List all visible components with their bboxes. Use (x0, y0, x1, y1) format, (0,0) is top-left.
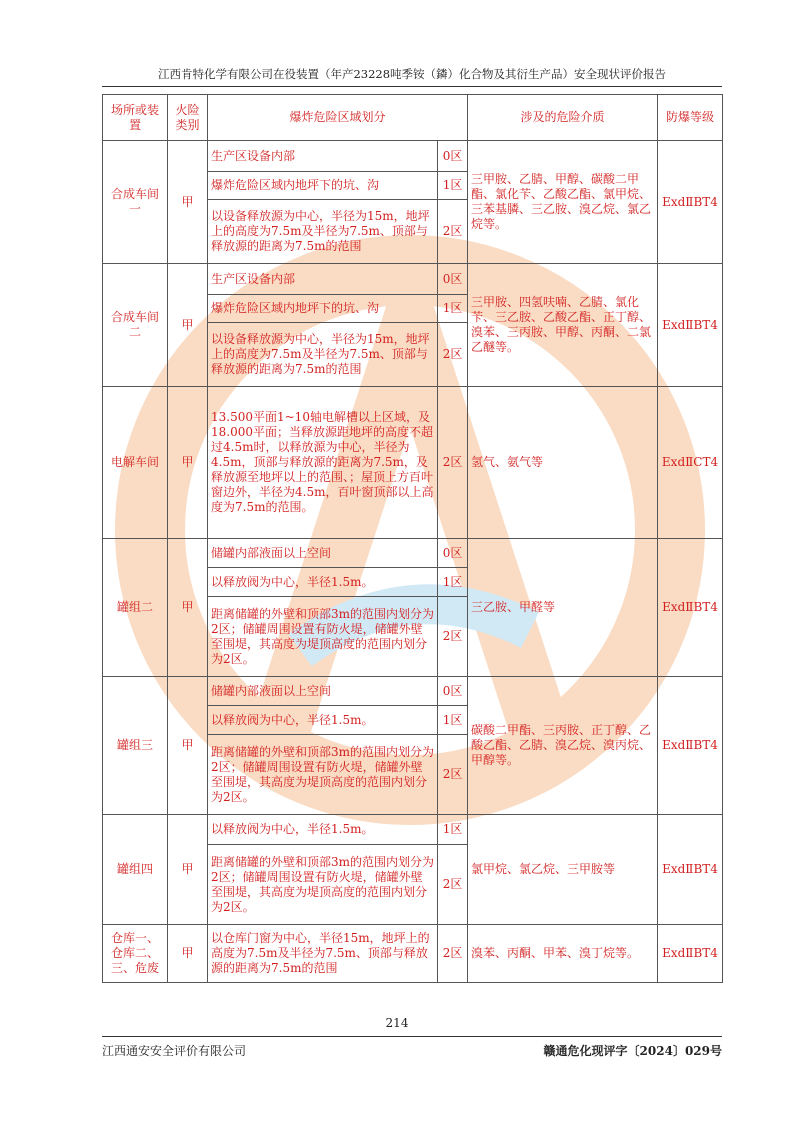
zone-description: 以设备释放源为中心，半径为15m，地坪上的高度为7.5m及半径为7.5m、顶部与释放源的距离为7.5m的范围 (208, 323, 438, 387)
zone-description: 储罐内部液面以上空间 (208, 677, 438, 706)
zone-description: 距离储罐的外壁和顶部3m的范围内划分为2区；储罐周围设置有防火堤，储罐外壁至围堤，其高度为堤顶高度的范围内划分为2区。 (208, 845, 438, 925)
zone-level: 2区 (438, 597, 468, 677)
ex-rating-cell: ExdⅡBT4 (658, 925, 723, 983)
table-row (103, 925, 723, 983)
zone-description: 生产区设备内部 (208, 141, 438, 172)
fire-class-cell: 甲 (168, 925, 208, 983)
page-number: 214 (385, 1016, 409, 1030)
location-cell: 仓库一、仓库二、三、危废 (103, 925, 168, 983)
zone-level: 0区 (438, 141, 468, 172)
zone-description: 13.500平面1~10轴电解槽以上区域，及18.000平面；当释放源距地坪的高度不超过4.5m时，以释放源为中心，半径为4.5m，顶部与释放源的距离为7.5m，及释放源至地坪以上的范围、；屋顶上方百叶窗边外，半径为4.5m，百叶窗顶部以上高度为7.5m的范围。 (208, 387, 438, 539)
col-header: 场所或装置 (103, 95, 168, 141)
zone-description: 以释放阀为中心，半径1.5m。 (208, 815, 438, 845)
zone-level: 2区 (438, 323, 468, 387)
table-row (103, 815, 723, 845)
ex-rating-cell: ExdⅡBT4 (658, 677, 723, 815)
zone-description: 以释放阀为中心，半径1.5m。 (208, 706, 438, 735)
col-header: 涉及的危险介质 (468, 95, 658, 141)
zone-description: 爆炸危险区域内地坪下的坑、沟 (208, 172, 438, 200)
fire-class-cell: 甲 (168, 141, 208, 264)
location-cell: 罐组三 (103, 677, 168, 815)
table-row (103, 677, 723, 706)
zone-description: 以释放阀为中心，半径1.5m。 (208, 568, 438, 597)
fire-class-cell: 甲 (168, 387, 208, 539)
header-rule (102, 86, 722, 87)
zone-description: 以仓库门窗为中心，半径15m，地坪上的高度为7.5m及半径为7.5m、顶部与释放源的距离为7.5m的范围 (208, 925, 438, 983)
hazard-media-cell: 三乙胺、甲醛等 (468, 539, 658, 677)
hazard-media-cell: 碳酸二甲酯、三丙胺、正丁醇、乙酸乙酯、乙腈、溴乙烷、溴丙烷、甲醇等。 (468, 677, 658, 815)
col-header: 防爆等级 (658, 95, 723, 141)
location-cell: 罐组二 (103, 539, 168, 677)
fire-class-cell: 甲 (168, 815, 208, 925)
hazard-media-cell: 氯甲烷、氯乙烷、三甲胺等 (468, 815, 658, 925)
table-row (103, 264, 723, 295)
zone-level: 2区 (438, 200, 468, 264)
hazard-media-cell: 三甲胺、乙腈、甲醇、碳酸二甲酯、氯化苄、乙酸乙酯、氯甲烷、三苯基膦、三乙胺、溴乙烷、氯乙烷等。 (468, 141, 658, 264)
zone-level: 1区 (438, 815, 468, 845)
zone-description: 生产区设备内部 (208, 264, 438, 295)
location-cell: 罐组四 (103, 815, 168, 925)
zone-level: 2区 (438, 845, 468, 925)
location-cell: 电解车间 (103, 387, 168, 539)
ex-rating-cell: ExdⅡBT4 (658, 264, 723, 387)
zone-level: 0区 (438, 539, 468, 568)
footer-rule (102, 1036, 722, 1037)
zone-description: 距离储罐的外壁和顶部3m的范围内划分为2区；储罐周围设置有防火堤，储罐外壁至围堤，其高度为堤顶高度的范围内划分为2区。 (208, 735, 438, 815)
footer-company: 江西通安安全评价有限公司 (102, 1044, 247, 1058)
zone-level: 1区 (438, 172, 468, 200)
table-header-row (103, 95, 723, 141)
fire-class-cell: 甲 (168, 539, 208, 677)
zone-level: 0区 (438, 264, 468, 295)
zone-level: 1区 (438, 295, 468, 323)
ex-rating-cell: ExdⅡBT4 (658, 815, 723, 925)
zone-level: 1区 (438, 706, 468, 735)
page-header: 江西肯特化学有限公司在役装置（年产23228吨季铵（鏻）化合物及其衍生产品）安全现状评价报告 (157, 67, 667, 81)
hazard-media-cell: 三甲胺、四氢呋喃、乙腈、氯化苄、三乙胺、乙酸乙酯、正丁醇、溴苯、三丙胺、甲醇、丙酮、二氯乙醚等。 (468, 264, 658, 387)
location-cell: 合成车间二 (103, 264, 168, 387)
hazard-zone-table (102, 94, 723, 983)
table-row (103, 141, 723, 172)
ex-rating-cell: ExdⅡBT4 (658, 141, 723, 264)
col-header: 爆炸危险区域划分 (208, 95, 468, 141)
zone-description: 储罐内部液面以上空间 (208, 539, 438, 568)
zone-level: 0区 (438, 677, 468, 706)
table-row (103, 539, 723, 568)
footer-reference: 赣通危化现评字〔2024〕029号 (543, 1044, 722, 1058)
col-header: 火险类别 (168, 95, 208, 141)
table-row (103, 387, 723, 539)
zone-level: 2区 (438, 735, 468, 815)
zone-level: 2区 (438, 387, 468, 539)
hazard-media-cell: 氢气、氨气等 (468, 387, 658, 539)
zone-level: 1区 (438, 568, 468, 597)
zone-description: 距离储罐的外壁和顶部3m的范围内划分为2区；储罐周围设置有防火堤，储罐外壁至围堤，其高度为堤顶高度的范围内划分为2区。 (208, 597, 438, 677)
hazard-media-cell: 溴苯、丙酮、甲苯、溴丁烷等。 (468, 925, 658, 983)
location-cell: 合成车间一 (103, 141, 168, 264)
fire-class-cell: 甲 (168, 264, 208, 387)
fire-class-cell: 甲 (168, 677, 208, 815)
zone-level: 2区 (438, 925, 468, 983)
ex-rating-cell: ExdⅡBT4 (658, 539, 723, 677)
ex-rating-cell: ExdⅡCT4 (658, 387, 723, 539)
zone-description: 以设备释放源为中心，半径为15m，地坪上的高度为7.5m及半径为7.5m、顶部与释放源的距离为7.5m的范围 (208, 200, 438, 264)
zone-description: 爆炸危险区域内地坪下的坑、沟 (208, 295, 438, 323)
